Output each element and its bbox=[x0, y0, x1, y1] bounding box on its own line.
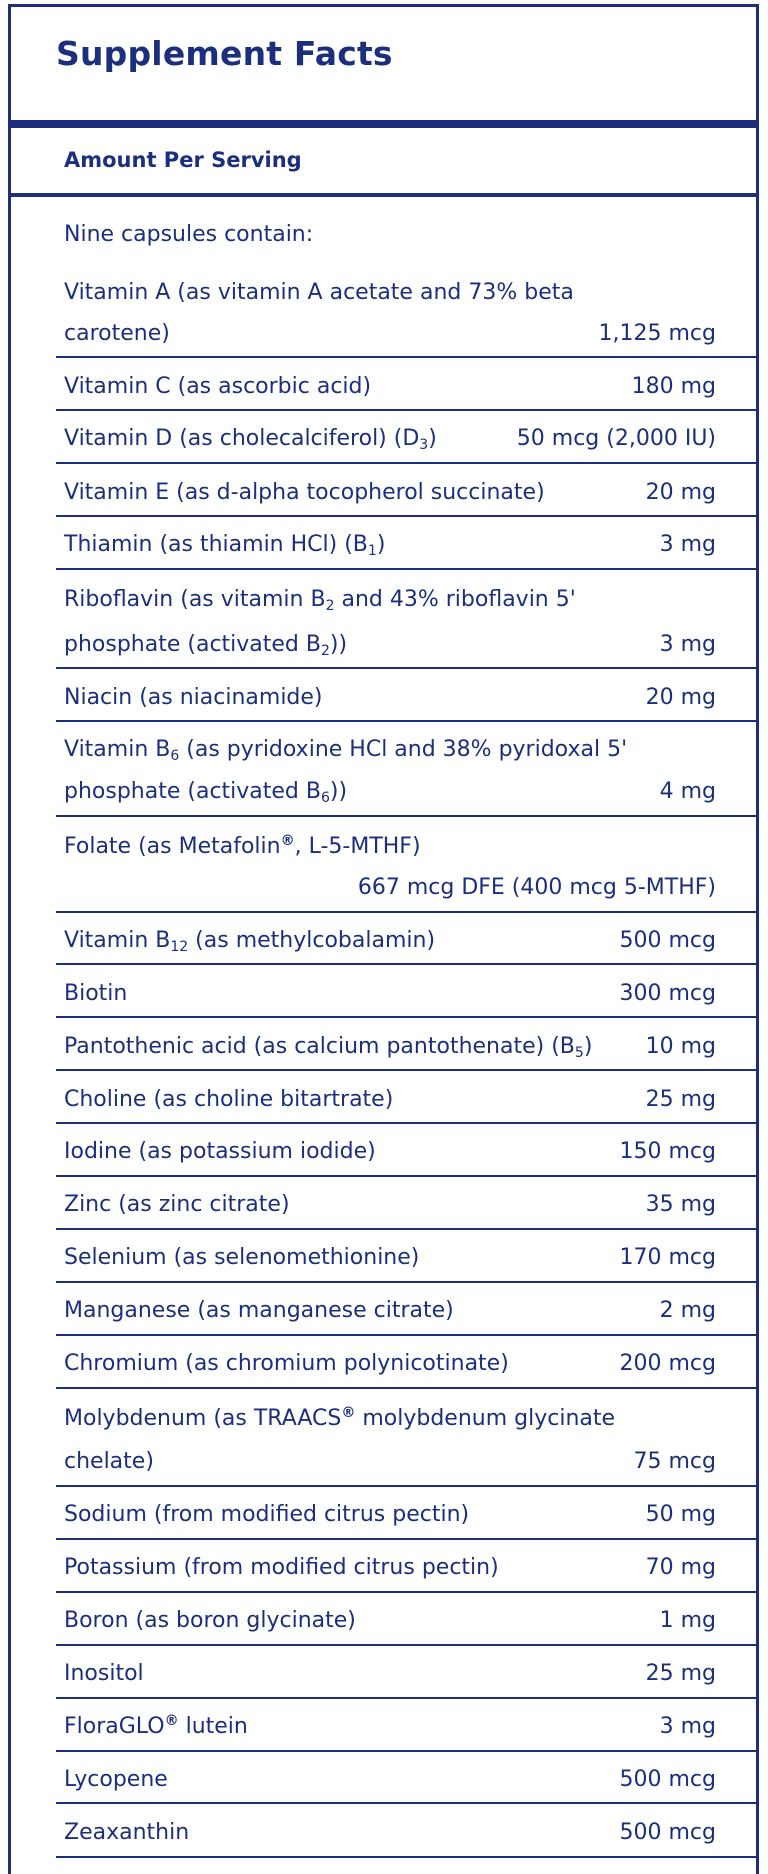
row-divider bbox=[56, 1069, 759, 1071]
nutrient-amount: 3 mg bbox=[659, 1714, 716, 1739]
nutrient-amount: 25 mg bbox=[645, 1087, 716, 1112]
nutrient-amount: 3 mg bbox=[659, 632, 716, 657]
row-divider bbox=[56, 1122, 759, 1124]
row-divider bbox=[56, 1175, 759, 1177]
nutrient-amount: 1 mg bbox=[659, 1608, 716, 1633]
row-divider bbox=[56, 1538, 759, 1540]
amount-per-serving-header: Amount Per Serving bbox=[64, 148, 302, 172]
title-divider bbox=[8, 120, 759, 128]
nutrient-amount: 50 mcg (2,000 IU) bbox=[516, 426, 716, 451]
row-divider bbox=[56, 409, 759, 411]
nutrient-amount: 10 mg bbox=[645, 1034, 716, 1059]
nutrient-amount: 4 mg bbox=[659, 779, 716, 804]
row-divider bbox=[56, 963, 759, 965]
row-divider bbox=[56, 815, 759, 817]
nutrient-amount: 667 mcg DFE (400 mcg 5-MTHF) bbox=[357, 875, 716, 900]
nutrient-amount: 70 mg bbox=[645, 1555, 716, 1580]
nutrient-amount: 150 mcg bbox=[619, 1139, 716, 1164]
row-divider bbox=[56, 1750, 759, 1752]
row-divider bbox=[56, 1697, 759, 1699]
row-divider bbox=[56, 1856, 759, 1858]
header-divider bbox=[8, 193, 759, 197]
row-divider bbox=[56, 1281, 759, 1283]
nutrient-amount: 200 mcg bbox=[619, 1351, 716, 1376]
nutrient-amount: 500 mcg bbox=[619, 1820, 716, 1845]
nutrient-amount: 3 mg bbox=[659, 532, 716, 557]
row-divider bbox=[56, 568, 759, 570]
row-divider bbox=[56, 462, 759, 464]
nutrient-amount: 1,125 mcg bbox=[598, 321, 716, 346]
nutrient-amount: 180 mg bbox=[631, 374, 716, 399]
row-divider bbox=[56, 356, 759, 358]
row-divider bbox=[56, 1334, 759, 1336]
row-divider bbox=[56, 515, 759, 517]
nutrient-amount: 75 mcg bbox=[633, 1449, 716, 1474]
row-divider bbox=[56, 1228, 759, 1230]
row-divider bbox=[56, 667, 759, 669]
row-divider bbox=[56, 1802, 759, 1804]
nutrient-amount: 300 mcg bbox=[619, 981, 716, 1006]
nutrient-amount: 2 mg bbox=[659, 1298, 716, 1323]
nutrient-amount: 35 mg bbox=[645, 1192, 716, 1217]
row-divider bbox=[56, 1485, 759, 1487]
panel-title: Supplement Facts bbox=[56, 34, 393, 73]
row-divider bbox=[56, 911, 759, 913]
row-divider bbox=[56, 1644, 759, 1646]
nutrient-amount: 170 mcg bbox=[619, 1245, 716, 1270]
nutrient-amount: 50 mg bbox=[645, 1502, 716, 1527]
serving-note-text: Nine capsules contain: bbox=[64, 222, 314, 247]
nutrient-amount: 20 mg bbox=[645, 480, 716, 505]
nutrient-amount: 25 mg bbox=[645, 1661, 716, 1686]
nutrient-amount: 500 mcg bbox=[619, 1767, 716, 1792]
row-divider bbox=[56, 1591, 759, 1593]
row-divider bbox=[56, 1387, 759, 1389]
nutrient-amount: 500 mcg bbox=[619, 928, 716, 953]
row-divider bbox=[56, 1016, 759, 1018]
nutrient-amount: 20 mg bbox=[645, 685, 716, 710]
row-divider bbox=[56, 720, 759, 722]
